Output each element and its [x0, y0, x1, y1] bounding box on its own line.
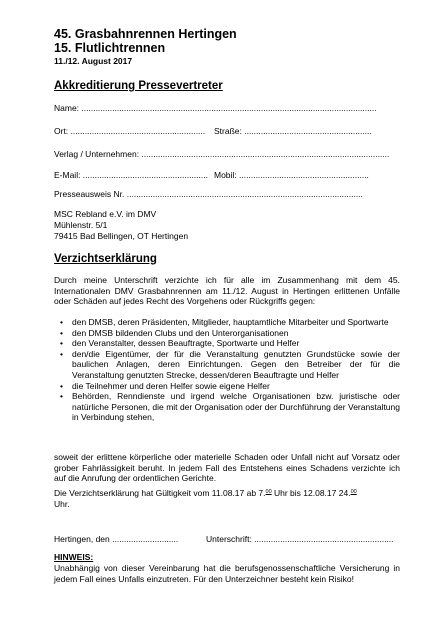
- list-item: • die Teilnehmer und deren Helfer sowie eigene Helfer: [54, 381, 400, 392]
- list-item: • Behörden, Renndienste und irgend welche Organisationen bzw. juristische oder natürliche Personen, die mit der Organisation oder der Durchführung der Veranstaltung in Verbindung stehen,: [54, 391, 400, 423]
- validity-statement: [54, 488, 400, 509]
- signature-field: Unterschrift: ...........................................................: [206, 534, 394, 544]
- address-line-1: MSC Rebland e.V. im DMV: [54, 209, 157, 219]
- validity-time-end: 00: [350, 489, 357, 495]
- event-subtitle: 15. Flutlichtrennen: [54, 41, 166, 55]
- mobil-field: Mobil: .......................................................: [214, 170, 369, 180]
- list-item: • den Veranstalter, dessen Beauftragte, Sportwarte und Helfer: [54, 338, 400, 349]
- validity-text-end: Uhr.: [54, 498, 70, 509]
- validity-time-start: 00: [265, 489, 272, 495]
- event-title: 45. Grasbahnrennen Hertingen: [54, 27, 237, 41]
- address-line-2: Mühlenstr. 5/1: [54, 220, 108, 230]
- place-date-field: Hertingen, den ............................: [54, 534, 179, 544]
- name-field: Name: .............................................................................................................................: [54, 103, 377, 113]
- waiver-intro: Durch meine Unterschrift verzichte ich für alle im Zusammenhang mit dem 45. Internationalen DMV Grasbahnrennen am 11./12. August in Hertingen erlittenen Unfälle oder Schäden auf jedes Recht des Vorgehens oder Rückgriffs gegen:: [54, 275, 400, 307]
- waiver-heading: Verzichtserklärung: [54, 253, 157, 265]
- strasse-field: Straße: ......................................................: [214, 126, 372, 136]
- event-date: 11./12. August 2017: [54, 56, 133, 66]
- ort-field: Ort: .........................................................: [54, 126, 206, 136]
- notice-text: Unabhängig von dieser Vereinbarung hat die berufsgenossenschaftliche Versicherung in jedem Fall eines Unfalls einzutreten. Für den Unterzeichner besteht kein Risiko!: [54, 563, 400, 584]
- address-line-3: 79415 Bad Bellingen, OT Hertingen: [54, 231, 189, 241]
- waiver-closing: soweit der erlittene körperliche oder materielle Schaden oder Unfall nicht auf Vorsatz oder grober Fahrlässigkeit beruht. In jedem Fall des Entstehens eines Schadens verzichte ich auf die Anrufung der ordentlichen Gerichte.: [54, 452, 400, 484]
- notice-title: HINWEIS:: [54, 552, 94, 562]
- validity-text-mid: Uhr bis 12.08.17 24.: [271, 488, 351, 498]
- email-field: E-Mail: .....................................................: [54, 170, 208, 180]
- list-item: • den DMSB, deren Präsidenten, Mitglieder, hauptamtliche Mitarbeiter und Sportwarte: [54, 317, 400, 328]
- accreditation-heading: Akkreditierung Pressevertreter: [54, 80, 223, 92]
- presseausweis-field: Presseausweis Nr. ....................................................................................................: [54, 189, 363, 199]
- waiver-list: [54, 317, 400, 423]
- validity-text-start: Die Verzichtserklärung hat Gültigkeit vom 11.08.17 ab 7.: [54, 488, 266, 498]
- list-item: • den DMSB bildenden Clubs und den Unterorganisationen: [54, 328, 400, 339]
- verlag-field: Verlag / Unternehmen: .........................................................................................................: [54, 149, 390, 159]
- list-item: • den/die Eigentümer, der für die Veranstaltung genutzten Grundstücke sowie der baulichen Anlagen, deren Einrichtungen. Gegen den Betreiber der für die Veranstaltung genutzten Strecke, dessen/deren Beauftragte und Helfer: [54, 349, 400, 381]
